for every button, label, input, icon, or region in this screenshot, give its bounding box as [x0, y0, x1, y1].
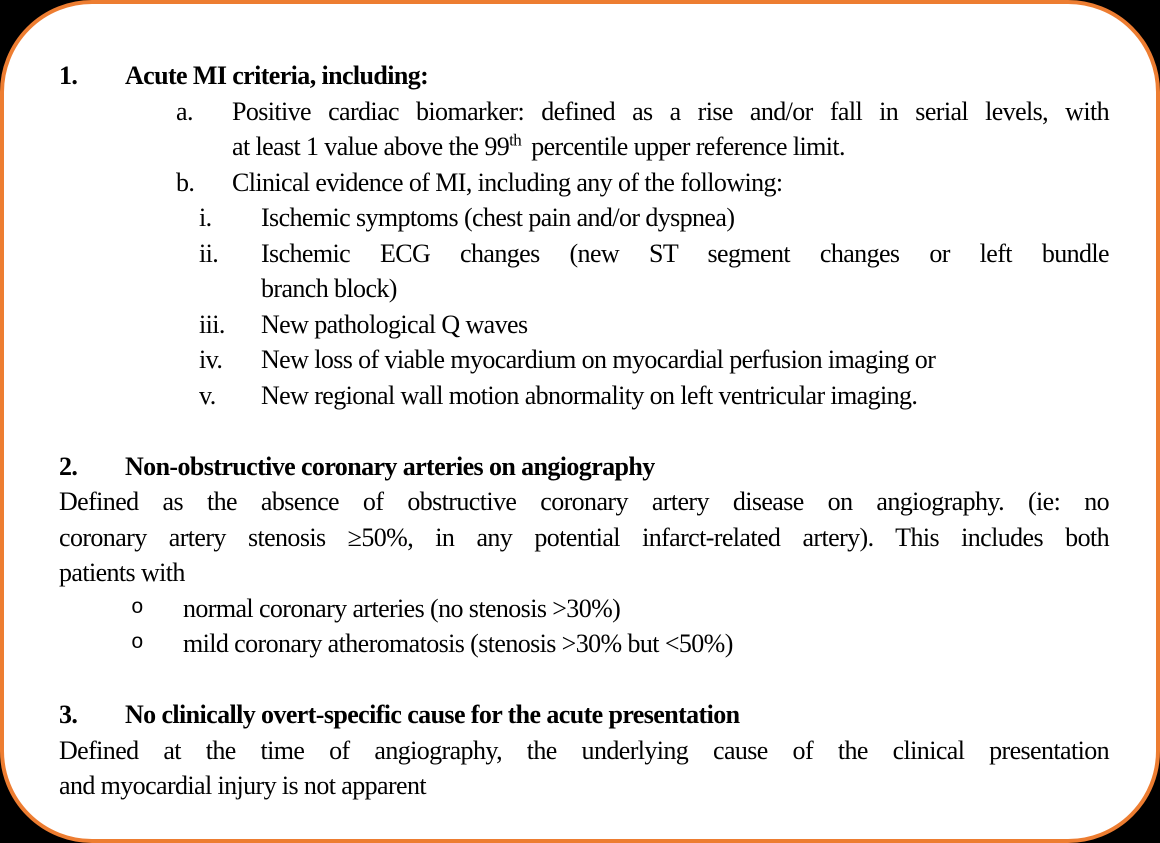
list-item-b-marker: b.: [176, 167, 195, 197]
section-3-paragraph: [59, 733, 1109, 804]
roman-item-iii-text: New pathological Q waves: [261, 309, 528, 339]
section-3-heading: [59, 697, 1109, 733]
roman-item-iv: [199, 342, 1109, 378]
roman-item-v: [199, 378, 1109, 414]
roman-item-ii-text: [261, 236, 1109, 307]
section-2-title: Non-obstructive coronary arteries on angiography: [125, 451, 655, 481]
list-item-b-text: Clinical evidence of MI, including any of the following:: [232, 167, 783, 197]
roman-item-ii-marker: ii.: [199, 238, 219, 268]
spacer: [59, 662, 1109, 698]
section-3-paragraph-line-1: Defined at the time of angiography, the underlying cause of the clinical presentation: [59, 735, 1109, 765]
roman-item-i-text: Ischemic symptoms (chest pain and/or dyspnea): [261, 203, 735, 232]
roman-item-ii: [199, 236, 1109, 307]
roman-item-v-text: New regional wall motion abnormality on left ventricular imaging.: [261, 380, 918, 410]
roman-item-iv-marker: iv.: [199, 345, 223, 374]
list-item-a-text: [232, 94, 1109, 165]
superscript-th: th: [509, 130, 522, 150]
line-2-after-sup: percentile upper reference limit.: [531, 132, 845, 161]
roman-item-v-marker: v.: [199, 380, 216, 410]
section-2-paragraph-line-1: Defined as the absence of obstructive coronary artery disease on angiography. (ie: no: [59, 487, 1109, 516]
bullet-item-normal-arteries: [131, 591, 1109, 627]
section-2-number: 2.: [59, 451, 78, 481]
list-item-a-marker: a.: [176, 96, 193, 126]
roman-item-i-marker: i.: [199, 203, 212, 232]
roman-item-i: [199, 200, 1109, 236]
criteria-text-block: [59, 58, 1109, 804]
bullet-item-text: normal coronary arteries (no stenosis >30%): [183, 593, 621, 623]
section-3-paragraph-line-2: and myocardial injury is not apparent: [59, 771, 426, 800]
list-item-b: [176, 165, 1109, 201]
roman-item-iii-marker: iii.: [199, 309, 225, 339]
roman-item-ii-line-1: Ischemic ECG changes (new ST segment changes or left bundle: [261, 238, 1109, 268]
list-item-a-line-2: [232, 129, 1109, 165]
spacer: [59, 413, 1109, 449]
list-item-a: [176, 94, 1109, 165]
list-item-a-line-1: Positive cardiac biomarker: defined as a rise and/or fall in serial levels, with: [232, 96, 1109, 126]
roman-item-ii-line-2: branch block): [261, 274, 397, 303]
roman-item-iii: [199, 307, 1109, 343]
section-2-paragraph-line-2: coronary artery stenosis ≥50%, in any potential infarct-related artery). This includes both: [59, 522, 1109, 552]
section-1-heading: [59, 58, 1109, 94]
section-1-title: Acute MI criteria, including:: [125, 61, 429, 90]
circle-bullet-icon: o: [131, 632, 144, 655]
bullet-item-mild-atheromatosis: [131, 626, 1109, 662]
section-3-number: 3.: [59, 700, 78, 729]
roman-item-iv-text: New loss of viable myocardium on myocardial perfusion imaging or: [261, 345, 936, 374]
bullet-item-text: mild coronary atheromatosis (stenosis >30% but <50%): [183, 629, 733, 658]
section-1-number: 1.: [59, 61, 78, 90]
section-2-paragraph: [59, 484, 1109, 591]
line-2-before-sup: at least 1 value above the 99: [232, 132, 510, 161]
circle-bullet-icon: o: [131, 596, 144, 620]
section-2-paragraph-line-3: patients with: [59, 558, 185, 587]
section-3-title: No clinically overt-specific cause for the acute presentation: [125, 700, 740, 729]
section-2-heading: [59, 449, 1109, 485]
